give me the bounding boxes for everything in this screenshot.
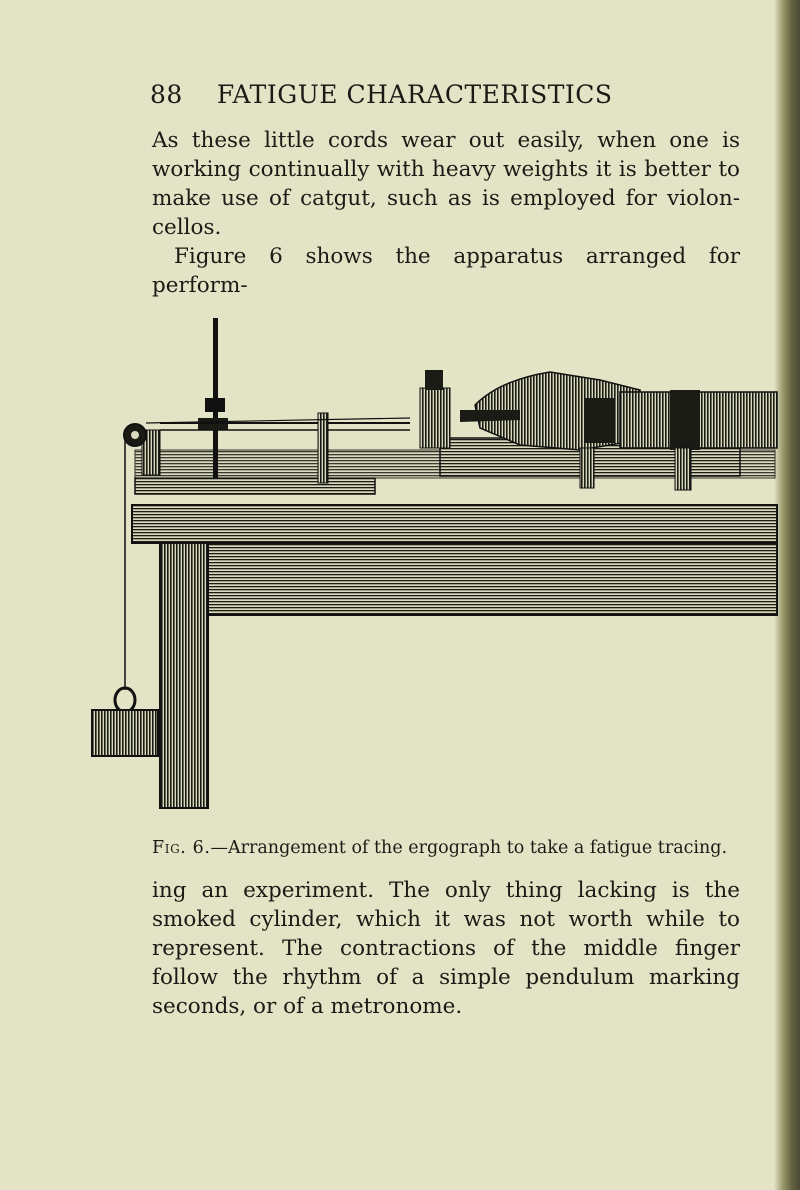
- paragraph-experiment: ing an experiment. The only thing lacking is the smoked cylinder, which it was not worth while to represent. The contractions of the middle finger follow the rhythm of a simple pendulum marking seconds, or of a metronome.: [152, 878, 740, 1019]
- hanging-weight: [92, 710, 158, 756]
- figure-label: Fig. 6.: [152, 838, 211, 858]
- figure-caption: [152, 838, 752, 858]
- apparatus-base: [135, 478, 375, 494]
- running-title: FATIGUE CHARACTERISTICS: [216, 80, 613, 109]
- table-leg: [160, 543, 208, 808]
- ergograph-illustration: [80, 310, 780, 820]
- page-number: 88: [150, 80, 183, 109]
- body-text-top: [152, 126, 740, 300]
- running-header: [150, 80, 750, 109]
- paragraph-figure-intro: Figure 6 shows the apparatus arranged for perform-: [152, 244, 740, 298]
- paragraph-catgut: As these little cords wear out easily, when one is working continually with heavy weights it is better to make use of catgut, such as is employed for violon-cellos.: [152, 128, 740, 240]
- table-apron: [205, 543, 777, 615]
- table-top: [132, 505, 777, 543]
- figure-caption-text: —Arrangement of the ergograph to take a fatigue tracing.: [210, 838, 728, 858]
- body-text-bottom: [152, 876, 740, 1021]
